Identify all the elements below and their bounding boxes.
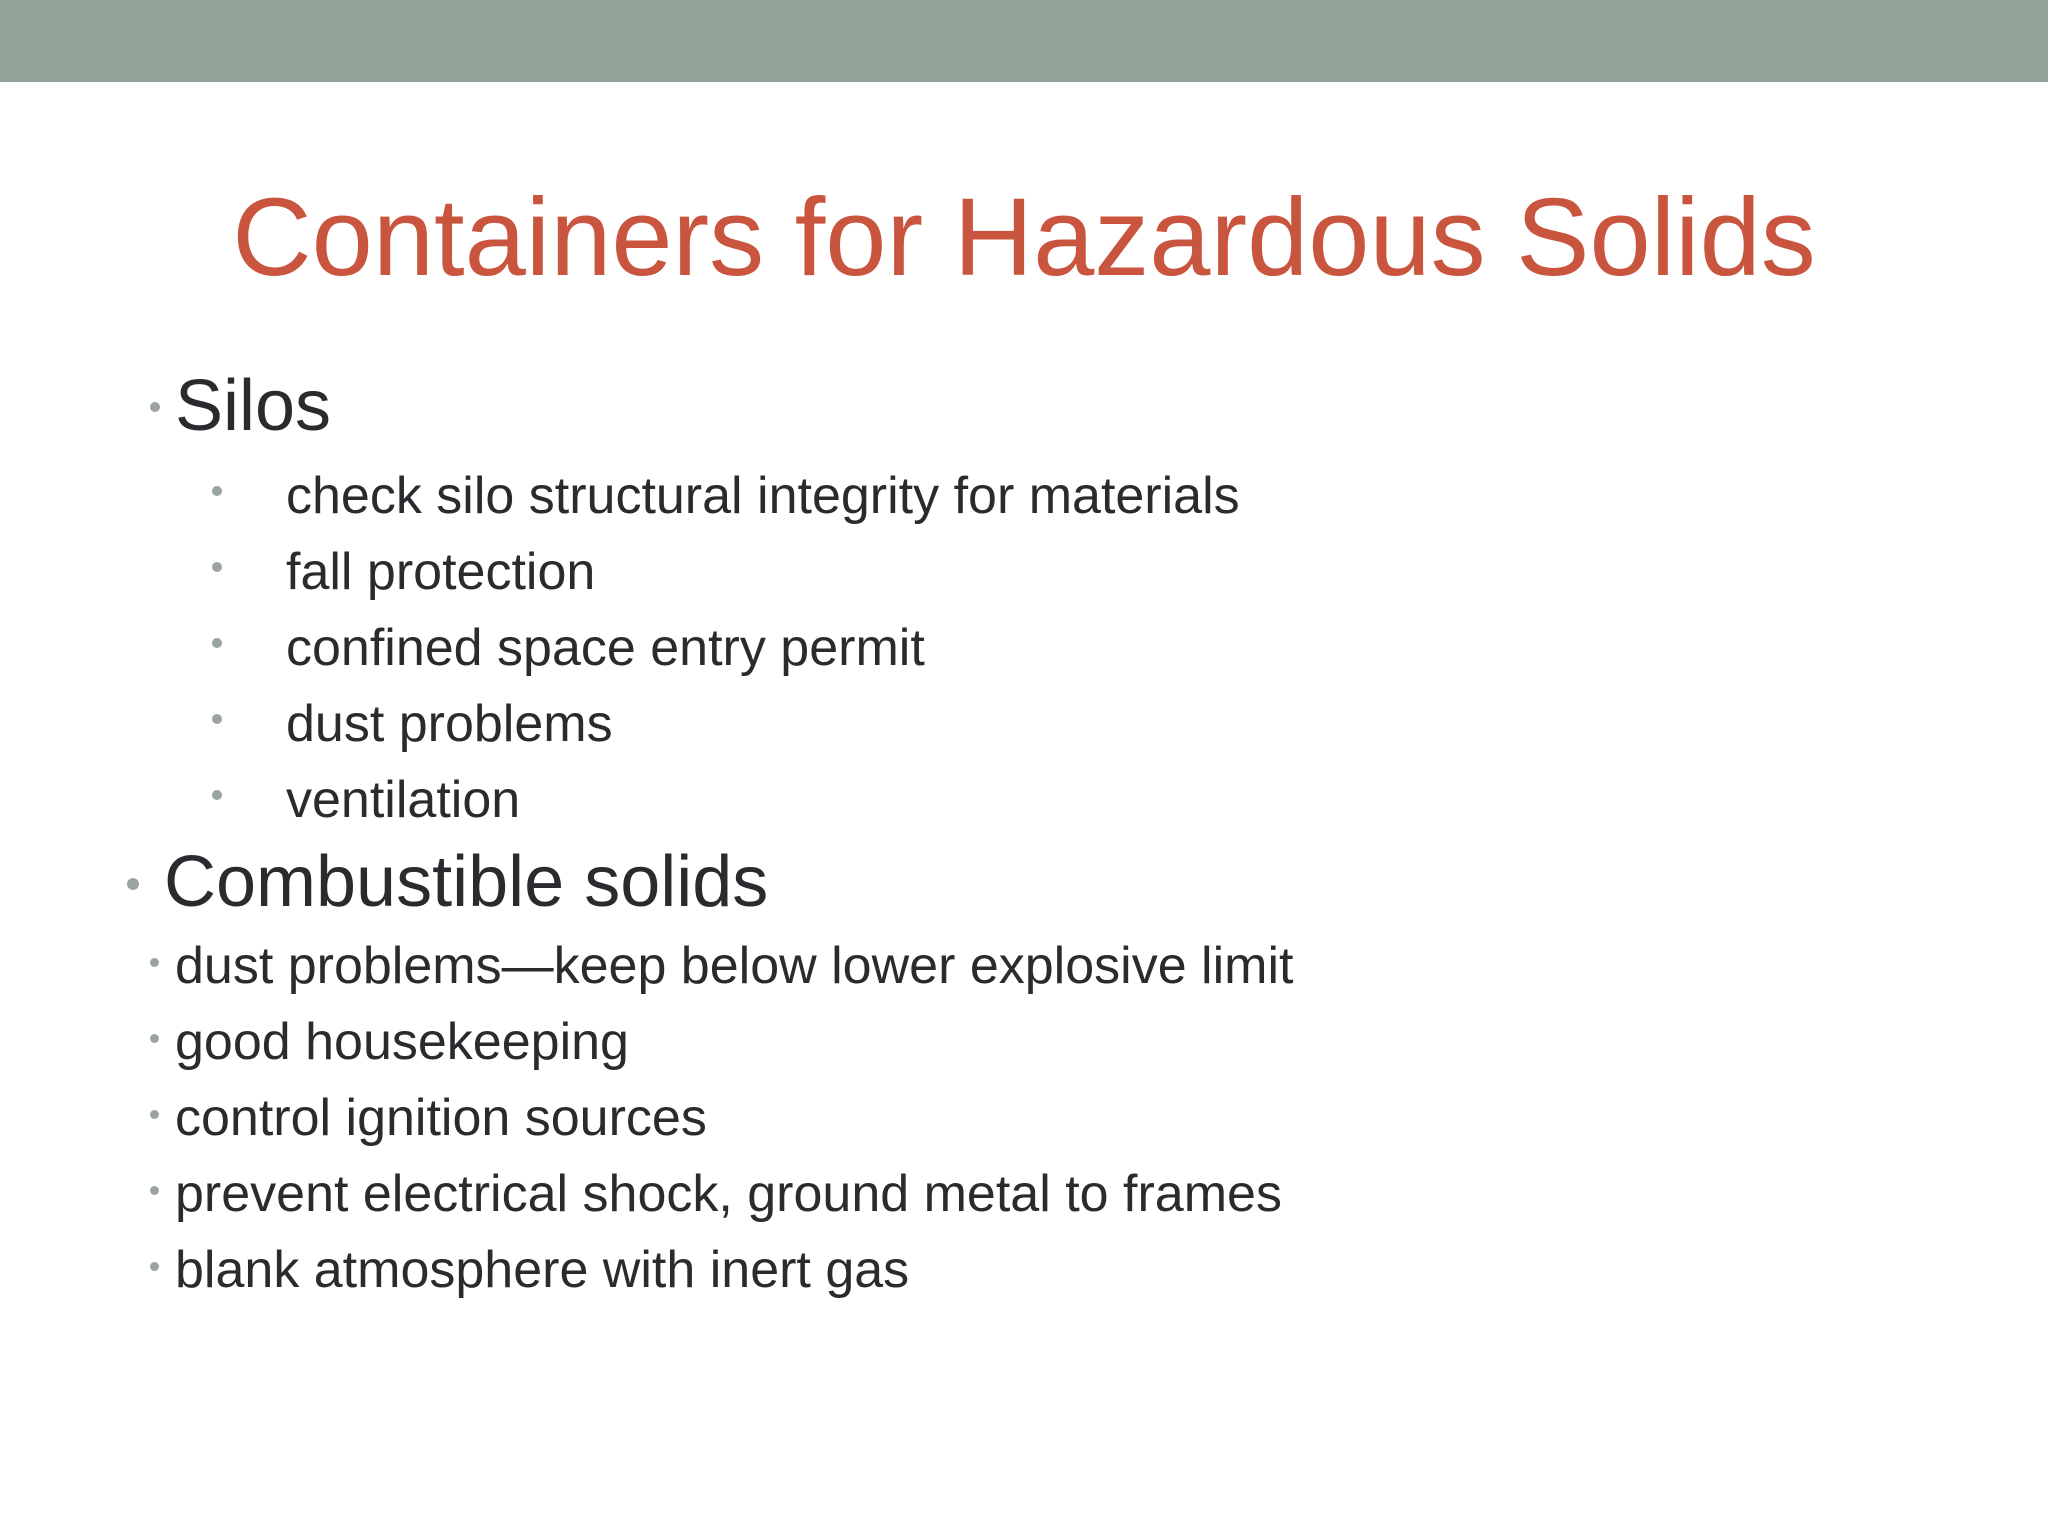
bullet-dot-icon	[212, 638, 222, 648]
sub-bullet-text: prevent electrical shock, ground metal to frames	[175, 1165, 1282, 1223]
bullet-dot-icon	[212, 714, 222, 724]
sub-bullet-text: good housekeeping	[175, 1013, 629, 1071]
sub-bullet-text: check silo structural integrity for materials	[286, 467, 1240, 525]
bullet-dot-icon	[127, 878, 139, 890]
bullet-dot-icon	[212, 790, 222, 800]
sub-bullet-text: dust problems—keep below lower explosive limit	[175, 937, 1294, 995]
sub-bullet-text: fall protection	[286, 543, 596, 601]
slide-title: Containers for Hazardous Solids	[232, 176, 1816, 299]
bullet-dot-icon	[150, 1034, 159, 1043]
sub-bullet-text: control ignition sources	[175, 1089, 707, 1147]
sub-bullet-text: ventilation	[286, 771, 521, 829]
section-heading: Combustible solids	[164, 842, 769, 922]
bullet-dot-icon	[212, 562, 222, 572]
bullet-dot-icon	[150, 1262, 159, 1271]
bullet-dot-icon	[150, 958, 159, 967]
sub-bullet-text: confined space entry permit	[286, 619, 925, 677]
bullet-dot-icon	[212, 486, 222, 496]
section-heading: Silos	[175, 366, 332, 446]
bullet-dot-icon	[150, 402, 160, 412]
sub-bullet-text: dust problems	[286, 695, 613, 753]
bullet-dot-icon	[150, 1186, 159, 1195]
top-accent-bar	[0, 0, 2048, 82]
bullet-dot-icon	[150, 1110, 159, 1119]
sub-bullet-text: blank atmosphere with inert gas	[175, 1241, 910, 1299]
